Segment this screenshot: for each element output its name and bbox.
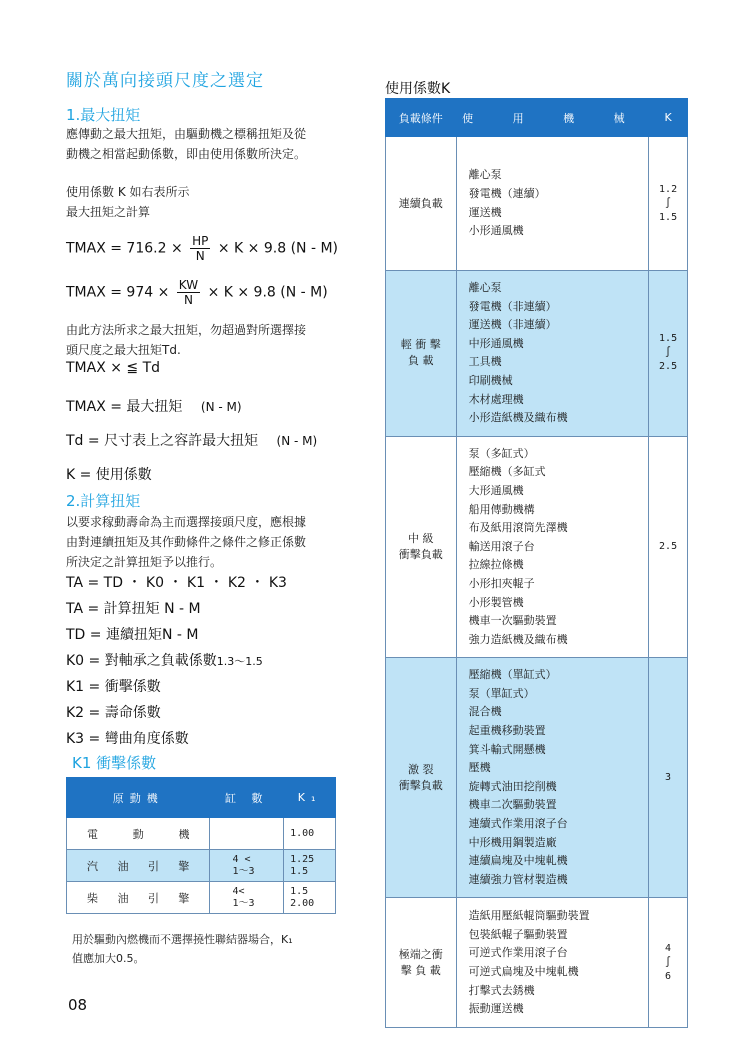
char: 擎 [178,859,190,873]
table-row [386,436,688,658]
formula-fraction-kw [177,278,200,307]
machinery-cell [456,658,649,898]
k1-cell-cylinders [210,818,284,850]
char: 機 [178,827,190,841]
equation-k0 [66,650,263,670]
formula-tmax-hp [66,234,338,263]
k1-table-header-row [67,778,336,818]
definition-tmax-unit: (N - M) [200,400,242,414]
machine-item: 包裝紙輥子驅動裝置 [468,927,568,941]
section2-para [66,512,306,572]
section1-para2-line2: 最大扭矩之計算 [66,205,151,219]
load-condition-cell [386,436,457,658]
machine-item: 泵（單缸式） [468,686,535,700]
machine-item: 可逆式作業用滾子台 [468,946,568,960]
machine-item: 機車一次驅動裝置 [468,614,557,628]
k-value-cell [649,137,688,271]
definition-k: K = 使用係數 [66,467,152,483]
machine-item: 船用傳動機構 [468,502,535,516]
char: 油 [117,859,129,873]
char: 引 [147,891,159,905]
load-condition-text: 激 裂 [408,762,434,776]
section1-para1-line2: 動機之相當起動係數，即由使用係數所決定。 [66,147,307,161]
k-value: 1.2 [659,183,678,195]
k1-cell-cylinders [210,882,284,914]
k1-value: 1.5 [290,885,309,897]
definition-td-text: Td = 尺寸表上之容許最大扭矩 [66,433,259,449]
machine-item: 混合機 [468,705,502,719]
machine-item: 連續強力管材製造機 [468,872,568,886]
machine-item: 布及紙用滾筒先澤機 [468,521,568,535]
char: 汽 [87,859,98,873]
char: 柴 [87,891,98,905]
k-value-cell [649,271,688,437]
machine-item: 離心泵 [468,168,502,182]
k-value: 6 [665,970,672,982]
load-condition-text: 衝擊負載 [398,548,443,562]
inequality: TMAX × ≦ Td [66,360,161,376]
k1-value: 2.00 [290,897,315,909]
section1-para3 [66,320,306,360]
machine-item: 拉線拉條機 [468,558,524,572]
machinery-cell [456,898,649,1028]
machine-item: 造紙用壓紙輥筒驅動裝置 [468,909,590,923]
k-header-k: K [649,99,688,137]
equation-k0-range: 1.3～1.5 [216,655,263,668]
machine-item: 中形機用鋼製造廠 [468,835,557,849]
machinery-cell [456,137,649,271]
k1-cell-k1 [284,882,336,914]
k1-header-prime-mover: 原動機 [67,778,210,818]
k-value: ∫ [665,197,672,209]
formula-fraction-hp [190,234,210,263]
char: 擎 [178,891,190,905]
k1-cell-prime-mover [67,850,210,882]
section1-para1 [66,124,306,164]
k-table-header-row [386,99,688,137]
machine-item: 起重機移動裝置 [468,724,546,738]
char: 油 [117,891,129,905]
machine-item: 輸送用滾子台 [468,539,535,553]
machine-item: 振動運送機 [468,1002,524,1016]
k1-value: 1.5 [290,865,309,877]
k1-note-line1: 用於驅動內燃機而不選擇撓性聯結器場合，K₁ [72,933,293,946]
equation-k1: K1 = 衝擊係數 [66,679,161,695]
k1-cell-cylinders [210,850,284,882]
char: 引 [147,859,159,873]
section1-para2 [66,182,190,222]
table-row [386,271,688,437]
load-condition-cell [386,271,457,437]
k1-table [66,777,336,914]
cylinder-value: 1～3 [232,865,255,877]
machine-item: 壓縮機（單缸式） [468,668,557,682]
formula-tmax-hp-prefix: TMAX = 716.2 × [66,240,183,257]
section1-para2-line1: 使用係數 K 如右表所示 [66,185,190,199]
load-condition-text: 負 載 [408,354,434,368]
formula-tmax-kw-prefix: TMAX = 974 × [66,284,170,301]
equation-k2: K2 = 壽命係數 [66,705,161,721]
machine-item: 壓縮機（多缸式 [468,465,546,479]
machine-item: 運送機（非連續） [468,318,557,332]
k-value: 2.5 [659,541,678,553]
k1-cell-k1 [284,850,336,882]
fraction-numerator: KW [178,278,199,292]
table-row [67,882,336,914]
machine-item: 運送機 [468,205,502,219]
load-condition-text: 中 級 [408,532,434,546]
load-condition-text: 衝擊負載 [398,778,443,792]
machine-item: 小形製管機 [468,595,524,609]
load-condition-text: 極端之衝 [398,947,443,961]
machinery-cell [456,436,649,658]
k-value: ∫ [665,956,672,968]
k-value: 4 [665,942,672,954]
machine-item: 發電機（連續） [468,186,546,200]
k1-header-cylinders: 缸 數 [210,778,284,818]
k-header-machinery: 使 用 機 械 [456,99,649,137]
definition-td [66,430,317,450]
machine-item: 旋轉式油田挖削機 [468,779,557,793]
page-number: 08 [68,996,88,1014]
fraction-denominator: N [183,293,193,307]
k1-note [72,930,293,968]
equation-ta: TA = TD ・ K0 ・ K1 ・ K2 ・ K3 [66,575,287,591]
cylinder-value: 1～3 [232,897,255,909]
load-condition-cell [386,658,457,898]
table-row [386,137,688,271]
k-value: 1.5 [659,211,678,223]
machine-item: 中形通風機 [468,336,524,350]
machine-item: 打擊式去銹機 [468,983,535,997]
machine-item: 強力造紙機及織布機 [468,632,568,646]
cylinder-value: 4 < [232,853,251,865]
char: 動 [132,827,144,841]
k-table-title: 使用係數K [385,81,451,97]
section2-heading: 2.計算扭矩 [66,492,141,510]
machine-item: 離心泵 [468,281,502,294]
k-value: ∫ [665,347,672,359]
machine-item: 壓機 [468,761,491,775]
machine-item: 印刷機械 [468,373,513,387]
load-condition-text: 連續負載 [398,196,443,210]
machine-item: 可逆式扁塊及中塊軋機 [468,964,579,978]
k-value: 2.5 [659,361,678,373]
cylinder-value: 4< [232,885,245,897]
machine-item: 小形通風機 [468,224,524,238]
k1-cell-k1 [284,818,336,850]
table-row [67,818,336,850]
section1-para3-line1: 由此方法所求之最大扭矩，勿超過對所選擇接 [66,323,307,337]
definition-td-unit: (N - M) [276,434,318,448]
machine-item: 小形造紙機及織布機 [468,411,568,425]
machine-item: 發電機（非連續） [468,299,557,313]
k-value-cell [649,898,688,1028]
machine-item: 箕斗輸式開懸機 [468,742,546,756]
machine-item: 小形扣夾輥子 [468,576,535,590]
page-title: 關於萬向接頭尺度之選定 [66,71,264,91]
section2-para-line1: 以要求稼動壽命為主而選擇接頭尺度，應根據 [66,515,307,529]
k1-value: 1.25 [290,853,315,865]
formula-tmax-hp-suffix: × K × 9.8 (N - M) [217,240,339,257]
char: 電 [87,827,98,841]
machine-item: 機車二次驅動裝置 [468,798,557,812]
k1-header-k1: K₁ [284,778,336,818]
table-row [67,850,336,882]
section1-para3-line2: 頭尺度之最大扭矩Td. [66,343,181,357]
table-row [386,898,688,1028]
load-condition-text: 輕 衝 擊 [400,338,441,352]
k1-table-heading: K1 衝擊係數 [72,754,157,772]
load-condition-cell [386,137,457,271]
k1-cell-prime-mover [67,818,210,850]
section2-para-line2: 由對連續扭矩及其作動條件之條件之修正係數 [66,535,307,549]
section2-para-line3: 所決定之計算扭矩予以推行。 [66,555,223,569]
machinery-cell [456,271,649,437]
machine-item: 連續扁塊及中塊軋機 [468,854,568,868]
k-value: 1.5 [659,333,678,345]
machine-item: 工具機 [468,355,502,369]
definition-tmax-text: TMAX = 最大扭矩 [66,399,183,415]
k-value-cell [649,436,688,658]
k-header-load-condition: 負載條件 [386,99,457,137]
load-condition-text: 擊 負 載 [400,963,441,977]
load-condition-cell [386,898,457,1028]
equation-k3: K3 = 彎曲角度係數 [66,731,189,747]
k1-value: 1.00 [290,827,315,839]
k1-cell-prime-mover [67,882,210,914]
k-value: 3 [665,771,672,783]
section1-heading: 1.最大扭矩 [66,106,141,124]
machine-item: 連續式作業用滾子台 [468,817,568,831]
equation-k0-text: K0 = 對軸承之負載係數 [66,653,217,669]
k-value-cell [649,658,688,898]
section1-para1-line1: 應傳動之最大扭矩，由驅動機之標稱扭矩及從 [66,127,307,141]
fraction-numerator: HP [192,234,209,248]
machine-item: 木材處理機 [468,392,524,406]
equation-ta-definition: TA = 計算扭矩 N - M [66,601,201,617]
formula-tmax-kw [66,278,328,307]
k-table [385,98,688,1028]
fraction-denominator: N [195,249,205,263]
k1-note-line2: 值應加大0.5。 [72,952,145,965]
machine-item: 泵（多缸式） [468,446,535,460]
formula-tmax-kw-suffix: × K × 9.8 (N - M) [207,284,328,301]
table-row [386,658,688,898]
definition-tmax [66,396,242,416]
machine-item: 大形通風機 [468,483,524,497]
equation-td-definition: TD = 連續扭矩N - M [66,627,199,643]
